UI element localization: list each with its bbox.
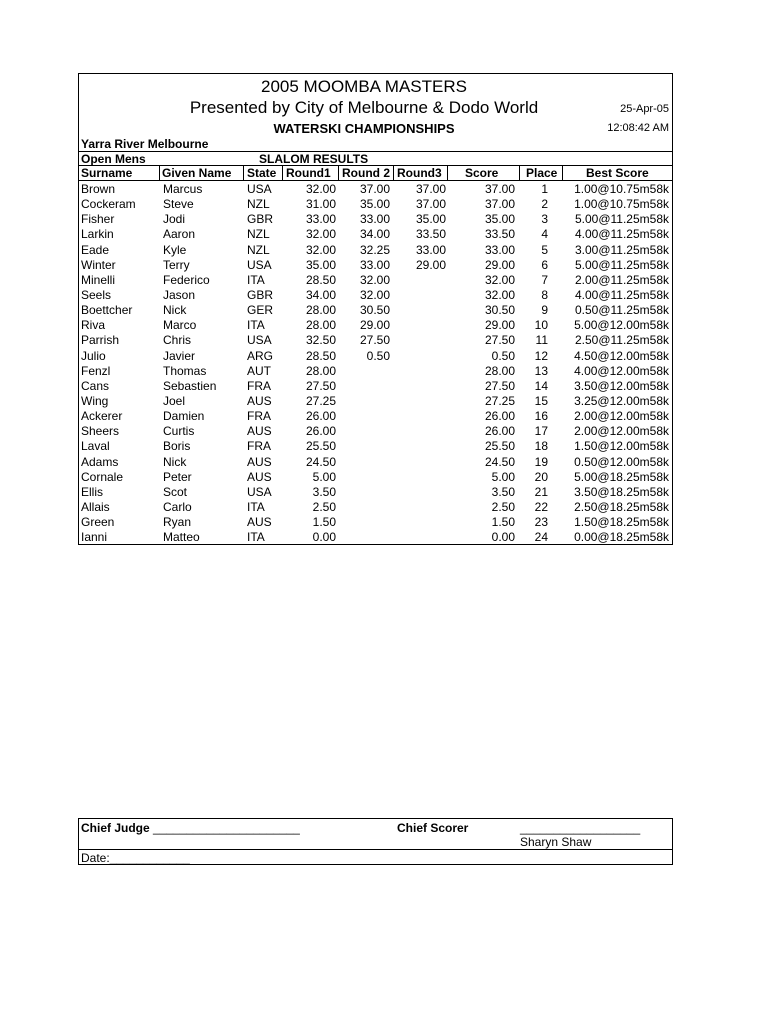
- col-separator: [338, 165, 339, 180]
- given-name-cell: Jason: [163, 287, 196, 302]
- col-round1: Round1: [286, 166, 331, 180]
- state-cell: FRA: [247, 409, 271, 424]
- given-name-cell: Terry: [163, 257, 190, 272]
- best-score-cell: 4.00@12.00m58k: [574, 363, 669, 378]
- state-cell: NZL: [247, 197, 270, 212]
- round1-cell: 25.50: [305, 439, 336, 454]
- given-name-cell: Kyle: [163, 242, 187, 257]
- round3-cell: 33.50: [415, 227, 446, 242]
- event-subtitle: WATERSKI CHAMPIONSHIPS: [273, 121, 455, 136]
- best-score-cell: 0.50@12.00m58k: [574, 454, 669, 469]
- score-cell: 5.00: [491, 469, 515, 484]
- place-cell: 13: [534, 363, 548, 378]
- state-cell: AUS: [247, 515, 272, 530]
- state-cell: ARG: [247, 348, 274, 363]
- col-separator: [159, 165, 160, 180]
- round1-cell: 26.00: [305, 409, 336, 424]
- round2-cell: 32.00: [359, 272, 390, 287]
- table-row: [79, 454, 672, 469]
- round2-cell: 37.00: [359, 182, 390, 196]
- table-row: [79, 317, 672, 332]
- round2-cell: 33.00: [359, 257, 390, 272]
- surname-cell: Sheers: [81, 424, 120, 439]
- given-name-cell: Curtis: [163, 424, 195, 439]
- round1-cell: 2.50: [312, 499, 336, 514]
- given-name-cell: Carlo: [163, 499, 192, 514]
- given-name-cell: Jodi: [163, 212, 186, 227]
- score-cell: 27.25: [484, 393, 515, 408]
- place-cell: 14: [534, 378, 548, 393]
- best-score-cell: 2.00@12.00m58k: [574, 424, 669, 439]
- table-row: [79, 287, 672, 302]
- best-score-cell: 2.00@12.00m58k: [574, 409, 669, 424]
- chief-scorer-name: Sharyn Shaw: [520, 835, 592, 849]
- round2-cell: 27.50: [359, 333, 390, 348]
- score-cell: 37.00: [484, 197, 515, 212]
- given-name-cell: Federico: [163, 272, 210, 287]
- chief-judge-label: Chief Judge: [81, 821, 150, 835]
- place-cell: 22: [534, 499, 548, 514]
- col-separator: [393, 165, 394, 180]
- surname-cell: Ellis: [81, 484, 104, 499]
- round3-cell: 35.00: [415, 212, 446, 227]
- surname-cell: Riva: [81, 318, 106, 333]
- event-location: Yarra River Melbourne: [81, 137, 209, 151]
- score-cell: 27.50: [484, 378, 515, 393]
- table-row: [79, 226, 672, 241]
- table-row: [79, 514, 672, 529]
- col-surname: Surname: [81, 166, 133, 180]
- given-name-cell: Marcus: [163, 182, 203, 196]
- best-score-cell: 1.00@10.75m58k: [574, 182, 669, 196]
- score-cell: 27.50: [484, 333, 515, 348]
- table-row: [79, 348, 672, 363]
- state-cell: ITA: [247, 318, 265, 333]
- surname-cell: Julio: [81, 348, 106, 363]
- score-cell: 29.00: [484, 257, 515, 272]
- round3-cell: 33.00: [415, 242, 446, 257]
- divider: [79, 151, 672, 152]
- place-cell: 7: [541, 272, 548, 287]
- place-cell: 16: [534, 409, 548, 424]
- sign-date-label: Date:: [81, 851, 110, 865]
- table-row: [79, 257, 672, 272]
- place-cell: 4: [541, 227, 548, 242]
- round1-cell: 1.50: [312, 515, 336, 530]
- sign-date-field: [81, 851, 190, 865]
- state-cell: USA: [247, 333, 272, 348]
- place-cell: 2: [541, 197, 548, 212]
- given-name-cell: Boris: [163, 439, 191, 454]
- column-header-row: [79, 165, 672, 181]
- surname-cell: Green: [81, 515, 115, 530]
- best-score-cell: 1.50@12.00m58k: [574, 439, 669, 454]
- best-score-cell: 2.00@11.25m58k: [574, 272, 669, 287]
- best-score-cell: 2.50@11.25m58k: [574, 333, 669, 348]
- surname-cell: Fisher: [81, 212, 115, 227]
- state-cell: USA: [247, 257, 272, 272]
- score-cell: 0.50: [491, 348, 515, 363]
- score-cell: 1.50: [491, 515, 515, 530]
- table-row: [79, 242, 672, 257]
- table-row: [79, 438, 672, 453]
- table-row: [79, 408, 672, 423]
- surname-cell: Fenzl: [81, 363, 111, 378]
- state-cell: GBR: [247, 287, 274, 302]
- round1-cell: 28.00: [305, 363, 336, 378]
- given-name-cell: Nick: [163, 454, 187, 469]
- surname-cell: Ackerer: [81, 409, 123, 424]
- surname-cell: Larkin: [81, 227, 114, 242]
- surname-cell: Allais: [81, 499, 110, 514]
- col-place: Place: [526, 166, 558, 180]
- surname-cell: Laval: [81, 439, 110, 454]
- best-score-cell: 4.00@11.25m58k: [574, 227, 669, 242]
- best-score-cell: 5.00@11.25m58k: [574, 212, 669, 227]
- given-name-cell: Thomas: [163, 363, 207, 378]
- surname-cell: Winter: [81, 257, 116, 272]
- given-name-cell: Damien: [163, 409, 205, 424]
- round2-cell: 32.00: [359, 287, 390, 302]
- event-sponsor: Presented by City of Melbourne & Dodo World: [189, 98, 539, 117]
- surname-cell: Cockeram: [81, 197, 136, 212]
- col-state: State: [247, 166, 277, 180]
- table-row: [79, 469, 672, 484]
- given-name-cell: Peter: [163, 469, 192, 484]
- surname-cell: Seels: [81, 287, 112, 302]
- state-cell: AUS: [247, 393, 272, 408]
- chief-judge-line: ______________________: [153, 821, 300, 835]
- surname-cell: Minelli: [81, 272, 116, 287]
- place-cell: 21: [534, 484, 548, 499]
- state-cell: FRA: [247, 378, 271, 393]
- round1-cell: 34.00: [305, 287, 336, 302]
- score-cell: 28.00: [484, 363, 515, 378]
- given-name-cell: Scot: [163, 484, 188, 499]
- table-row: [79, 423, 672, 438]
- col-separator: [447, 165, 448, 180]
- given-name-cell: Sebastien: [163, 378, 217, 393]
- best-score-cell: 3.50@18.25m58k: [574, 484, 669, 499]
- table-row: [79, 302, 672, 317]
- round1-cell: 28.50: [305, 272, 336, 287]
- round1-cell: 28.00: [305, 303, 336, 318]
- divider: [79, 849, 672, 850]
- given-name-cell: Steve: [163, 197, 194, 212]
- place-cell: 1: [541, 182, 548, 196]
- best-score-cell: 1.00@10.75m58k: [574, 197, 669, 212]
- table-row: [79, 378, 672, 393]
- best-score-cell: 4.00@11.25m58k: [574, 287, 669, 302]
- best-score-cell: 2.50@18.25m58k: [574, 499, 669, 514]
- col-separator: [282, 165, 283, 180]
- given-name-cell: Marco: [163, 318, 197, 333]
- round2-cell: 30.50: [359, 303, 390, 318]
- given-name-cell: Nick: [163, 303, 187, 318]
- round3-cell: 29.00: [415, 257, 446, 272]
- round2-cell: 34.00: [359, 227, 390, 242]
- given-name-cell: Joel: [163, 393, 186, 408]
- table-row: [79, 499, 672, 514]
- best-score-cell: 5.00@11.25m58k: [574, 257, 669, 272]
- state-cell: AUT: [247, 363, 271, 378]
- best-score-cell: 3.25@12.00m58k: [574, 393, 669, 408]
- round1-cell: 28.00: [305, 318, 336, 333]
- state-cell: GER: [247, 303, 274, 318]
- round1-cell: 3.50: [312, 484, 336, 499]
- place-cell: 9: [541, 303, 548, 318]
- surname-cell: Eade: [81, 242, 110, 257]
- round1-cell: 0.00: [312, 530, 336, 545]
- place-cell: 8: [541, 287, 548, 302]
- score-cell: 32.00: [484, 272, 515, 287]
- given-name-cell: Chris: [163, 333, 192, 348]
- category-label: Open Mens: [81, 152, 146, 166]
- surname-cell: Parrish: [81, 333, 120, 348]
- surname-cell: Ianni: [81, 530, 108, 545]
- surname-cell: Brown: [81, 182, 116, 196]
- score-cell: 32.00: [484, 287, 515, 302]
- place-cell: 17: [534, 424, 548, 439]
- results-heading: SLALOM RESULTS: [259, 152, 369, 166]
- round2-cell: 0.50: [366, 348, 390, 363]
- state-cell: USA: [247, 484, 272, 499]
- state-cell: AUS: [247, 454, 272, 469]
- col-best-score: Best Score: [586, 166, 649, 180]
- score-cell: 37.00: [484, 182, 515, 196]
- table-row: [79, 181, 672, 196]
- round2-cell: 33.00: [359, 212, 390, 227]
- round1-cell: 28.50: [305, 348, 336, 363]
- table-row: [79, 272, 672, 287]
- place-cell: 12: [534, 348, 548, 363]
- round3-cell: 37.00: [415, 197, 446, 212]
- round2-cell: 32.25: [359, 242, 390, 257]
- col-given-name: Given Name: [162, 166, 232, 180]
- score-cell: 25.50: [484, 439, 515, 454]
- place-cell: 11: [535, 333, 548, 348]
- col-round2: Round 2: [342, 166, 390, 180]
- round1-cell: 5.00: [312, 469, 336, 484]
- surname-cell: Cans: [81, 378, 110, 393]
- score-cell: 33.00: [484, 242, 515, 257]
- table-row: [79, 363, 672, 378]
- place-cell: 19: [534, 454, 548, 469]
- table-row: [79, 211, 672, 226]
- round2-cell: 35.00: [359, 197, 390, 212]
- score-cell: 24.50: [484, 454, 515, 469]
- round1-cell: 27.50: [305, 378, 336, 393]
- best-score-cell: 5.00@18.25m58k: [574, 469, 669, 484]
- surname-cell: Adams: [81, 454, 119, 469]
- signature-block: [78, 818, 673, 865]
- surname-cell: Boettcher: [81, 303, 133, 318]
- round2-cell: 29.00: [359, 318, 390, 333]
- best-score-cell: 5.00@12.00m58k: [574, 318, 669, 333]
- score-cell: 26.00: [484, 424, 515, 439]
- state-cell: ITA: [247, 272, 265, 287]
- place-cell: 6: [541, 257, 548, 272]
- col-separator: [562, 165, 563, 180]
- round1-cell: 32.00: [305, 182, 336, 196]
- best-score-cell: 0.50@11.25m58k: [574, 303, 669, 318]
- state-cell: ITA: [247, 499, 265, 514]
- table-row: [79, 393, 672, 408]
- table-row: [79, 196, 672, 211]
- chief-scorer-label: Chief Scorer: [397, 821, 469, 835]
- round1-cell: 27.25: [305, 393, 336, 408]
- results-sheet: [78, 73, 673, 545]
- round1-cell: 31.00: [305, 197, 336, 212]
- score-cell: 30.50: [484, 303, 515, 318]
- place-cell: 10: [534, 318, 548, 333]
- place-cell: 5: [541, 242, 548, 257]
- sign-date-line: ____________: [109, 851, 190, 865]
- given-name-cell: Matteo: [163, 530, 200, 545]
- best-score-cell: 3.00@11.25m58k: [574, 242, 669, 257]
- col-separator: [243, 165, 244, 180]
- state-cell: GBR: [247, 212, 274, 227]
- best-score-cell: 4.50@12.00m58k: [574, 348, 669, 363]
- round1-cell: 32.50: [305, 333, 336, 348]
- event-title: 2005 MOOMBA MASTERS: [261, 77, 467, 96]
- state-cell: AUS: [247, 424, 272, 439]
- score-cell: 2.50: [491, 499, 515, 514]
- surname-cell: Wing: [81, 393, 109, 408]
- best-score-cell: 1.50@18.25m58k: [574, 515, 669, 530]
- place-cell: 23: [534, 515, 548, 530]
- score-cell: 3.50: [491, 484, 515, 499]
- place-cell: 20: [534, 469, 548, 484]
- state-cell: FRA: [247, 439, 271, 454]
- given-name-cell: Aaron: [163, 227, 196, 242]
- col-separator: [519, 165, 520, 180]
- score-cell: 0.00: [491, 530, 515, 545]
- place-cell: 18: [534, 439, 548, 454]
- col-score: Score: [465, 166, 499, 180]
- table-row: [79, 484, 672, 499]
- report-date: 25-Apr-05: [620, 103, 669, 115]
- round3-cell: 37.00: [415, 182, 446, 196]
- score-cell: 26.00: [484, 409, 515, 424]
- results-table-body: [79, 181, 672, 544]
- round1-cell: 33.00: [305, 212, 336, 227]
- given-name-cell: Javier: [163, 348, 196, 363]
- best-score-cell: 0.00@18.25m58k: [574, 530, 669, 545]
- round1-cell: 24.50: [305, 454, 336, 469]
- score-cell: 33.50: [484, 227, 515, 242]
- state-cell: USA: [247, 182, 272, 196]
- surname-cell: Cornale: [81, 469, 124, 484]
- place-cell: 15: [534, 393, 548, 408]
- round1-cell: 35.00: [305, 257, 336, 272]
- given-name-cell: Ryan: [163, 515, 192, 530]
- chief-scorer-line: __________________: [520, 821, 641, 835]
- col-round3: Round3: [397, 166, 442, 180]
- chief-judge-field: [81, 821, 300, 835]
- table-row: [79, 529, 672, 544]
- round1-cell: 26.00: [305, 424, 336, 439]
- state-cell: NZL: [247, 242, 270, 257]
- place-cell: 3: [541, 212, 548, 227]
- state-cell: ITA: [247, 530, 265, 545]
- report-time: 12:08:42 AM: [607, 122, 669, 134]
- place-cell: 24: [534, 530, 548, 545]
- table-row: [79, 332, 672, 347]
- score-cell: 35.00: [484, 212, 515, 227]
- state-cell: NZL: [247, 227, 270, 242]
- round1-cell: 32.00: [305, 242, 336, 257]
- score-cell: 29.00: [484, 318, 515, 333]
- round1-cell: 32.00: [305, 227, 336, 242]
- state-cell: AUS: [247, 469, 272, 484]
- best-score-cell: 3.50@12.00m58k: [574, 378, 669, 393]
